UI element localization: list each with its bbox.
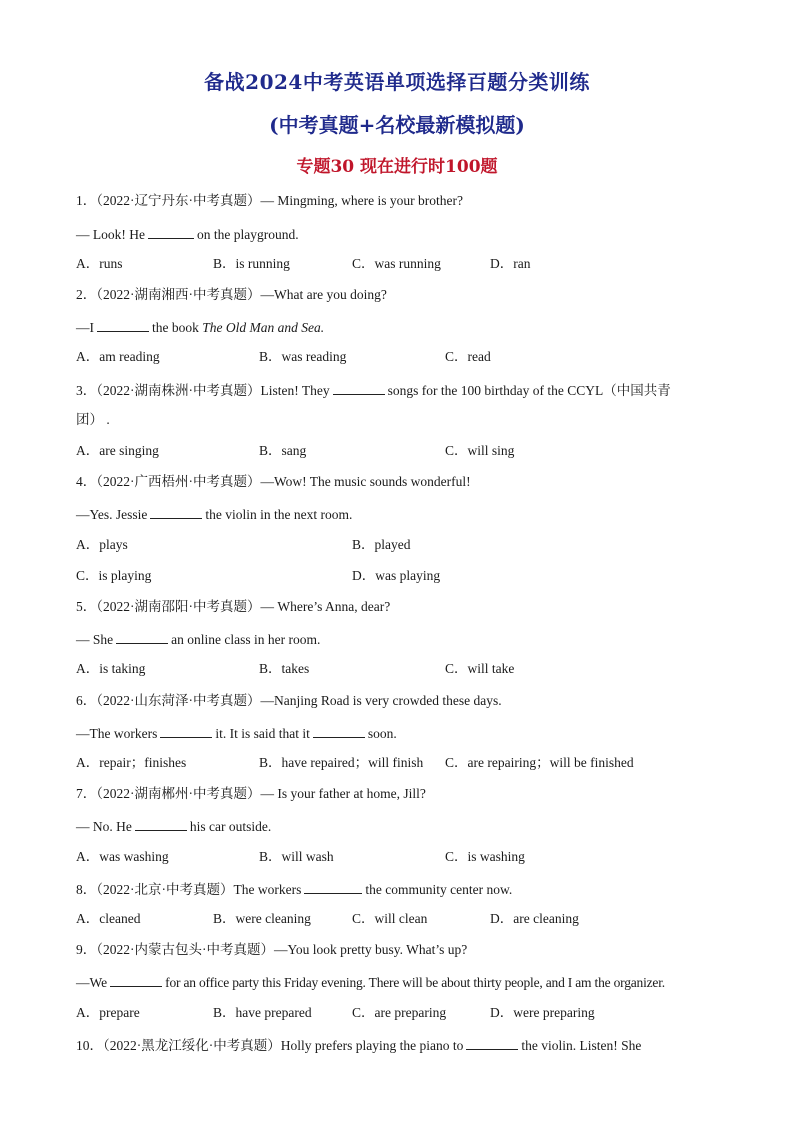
question-2-option-c[interactable]: C．read — [445, 349, 491, 364]
question-5-stem: 5．（2022·湖南邵阳·中考真题）— Where’s Anna, dear? — [76, 599, 391, 614]
question-2-option-a[interactable]: A．am reading — [76, 349, 160, 364]
question-8-option-d[interactable]: D．are cleaning — [490, 911, 579, 926]
question-1-stem: 1．（2022·辽宁丹东·中考真题）— Mingming, where is your brother? — [76, 193, 463, 208]
question-2-option-b[interactable]: B．was reading — [259, 349, 347, 364]
question-4-line2: —Yes. Jessie the violin in the next room. — [76, 507, 353, 522]
question-4-option-c[interactable]: C．is playing — [76, 568, 152, 583]
question-5-option-b[interactable]: B．takes — [259, 661, 310, 676]
question-7-option-c[interactable]: C．is washing — [445, 849, 525, 864]
question-10-stem: 10．（2022·黑龙江绥化·中考真题）Holly prefers playing the piano to the violin. Listen! She — [76, 1038, 642, 1053]
book-title: The Old Man and Sea. — [202, 320, 325, 335]
question-3-option-c[interactable]: C．will sing — [445, 443, 515, 458]
question-7-stem: 7．（2022·湖南郴州·中考真题）— Is your father at home, Jill? — [76, 786, 426, 801]
question-6-line2: —The workers it. It is said that it soon. — [76, 726, 397, 741]
question-8-stem: 8．（2022·北京·中考真题）The workers the community center now. — [76, 882, 513, 897]
question-8-option-a[interactable]: A．cleaned — [76, 911, 141, 926]
question-4-stem: 4．（2022·广西梧州·中考真题）—Wow! The music sounds wonderful! — [76, 474, 471, 489]
question-9-line2: —We for an office party this Friday evening. There will be about thirty people, and I am the organizer. — [76, 975, 665, 990]
question-3-stem: 3．（2022·湖南株洲·中考真题）Listen! They songs for the 100 birthday of the CCYL（中国共青 — [76, 383, 671, 398]
question-8-option-c[interactable]: C．will clean — [352, 911, 428, 926]
question-9-option-a[interactable]: A．prepare — [76, 1005, 140, 1020]
question-7-line2: — No. He his car outside. — [76, 819, 272, 834]
question-3-option-b[interactable]: B．sang — [259, 443, 307, 458]
answer-blank[interactable] — [116, 630, 168, 644]
question-9-stem: 9．（2022·内蒙古包头·中考真题）—You look pretty busy. What’s up? — [76, 942, 468, 957]
answer-blank[interactable] — [135, 817, 187, 831]
answer-blank[interactable] — [160, 724, 212, 738]
question-6-stem: 6．（2022·山东菏泽·中考真题）—Nanjing Road is very crowded these days. — [76, 693, 502, 708]
question-4-option-d[interactable]: D．was playing — [352, 568, 441, 583]
question-1-option-d[interactable]: D．ran — [490, 256, 531, 271]
answer-blank[interactable] — [304, 880, 362, 894]
topic-heading: 专题30 现在进行时100题 — [296, 157, 498, 177]
answer-blank[interactable] — [466, 1036, 518, 1050]
answer-blank[interactable] — [333, 381, 385, 395]
question-9-option-d[interactable]: D．were preparing — [490, 1005, 595, 1020]
answer-blank[interactable] — [313, 724, 365, 738]
answer-blank[interactable] — [148, 225, 194, 239]
question-7-option-a[interactable]: A．was washing — [76, 849, 169, 864]
question-6-option-c[interactable]: C．are repairing；will be finished — [445, 755, 634, 770]
question-9-option-b[interactable]: B．have prepared — [213, 1005, 312, 1020]
question-5-line2: — She an online class in her room. — [76, 632, 321, 647]
question-6-option-b[interactable]: B．have repaired；will finish — [259, 755, 424, 770]
question-2-line2: —I the book The Old Man and Sea. — [76, 320, 325, 335]
question-3-line2: 团） . — [76, 412, 110, 427]
question-5-option-a[interactable]: A．is taking — [76, 661, 146, 676]
document-title: 备战2024中考英语单项选择百题分类训练 — [204, 70, 590, 94]
question-7-option-b[interactable]: B．will wash — [259, 849, 334, 864]
question-1-line2: — Look! He on the playground. — [76, 227, 299, 242]
question-3-option-a[interactable]: A．are singing — [76, 443, 159, 458]
question-5-option-c[interactable]: C．will take — [445, 661, 515, 676]
document-subtitle: (中考真题+名校最新模拟题) — [269, 113, 525, 137]
answer-blank[interactable] — [97, 318, 149, 332]
answer-blank[interactable] — [110, 973, 162, 987]
question-8-option-b[interactable]: B．were cleaning — [213, 911, 311, 926]
question-6-option-a[interactable]: A．repair；finishes — [76, 755, 187, 770]
question-1-option-a[interactable]: A．runs — [76, 256, 123, 271]
question-4-option-a[interactable]: A．plays — [76, 537, 128, 552]
question-2-stem: 2．（2022·湖南湘西·中考真题）—What are you doing? — [76, 287, 387, 302]
question-9-option-c[interactable]: C．are preparing — [352, 1005, 447, 1020]
question-1-option-b[interactable]: B．is running — [213, 256, 290, 271]
question-4-option-b[interactable]: B．played — [352, 537, 411, 552]
question-1-option-c[interactable]: C．was running — [352, 256, 441, 271]
answer-blank[interactable] — [150, 505, 202, 519]
